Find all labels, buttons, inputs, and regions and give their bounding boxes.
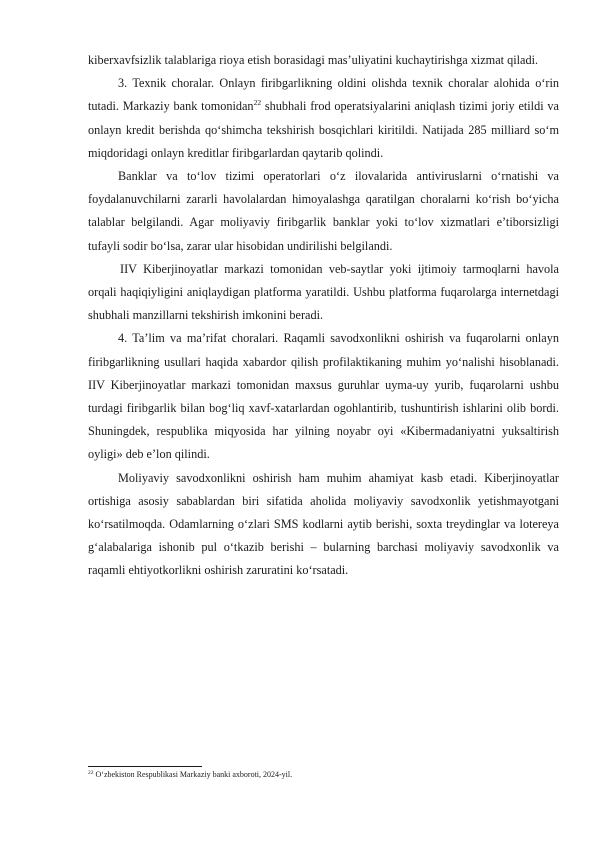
footnote-divider xyxy=(88,766,202,767)
footnote-number: 22 xyxy=(88,770,94,776)
paragraph-continuation: kiberxavfsizlik talablariga rioya etish borasidagi mas’uliyatini kuchaytirishga xizmat qiladi. xyxy=(88,53,539,67)
paragraph-technical-measures xyxy=(88,72,559,165)
paragraph-text-part: shubhali frod operatsiyalarini aniqlash tizimi joriy etildi va onlayn kredit berishda qo‘shimcha tekshirish bosqichlari kiritildi. Natijada 285 milliard so‘m miqdoridagi onlayn kreditlar firibgarlardan qaytarib qolindi. xyxy=(88,99,559,160)
paragraph-iiv-platform: IIV Kiberjinoyatlar markazi tomonidan veb-saytlar yoki ijtimoiy tarmoqlarni havola orqali haqiqiyligini aniqlaydigan platforma yaratildi. Ushbu platforma fuqarolarga internetdagi shubhali manzillarni tekshirish imkonini beradi. xyxy=(88,261,559,323)
paragraph-financial-literacy: Moliyaviy savodxonlikni oshirish ham muhim ahamiyat kasb etadi. Kiberjinoyatlar ortishiga asosiy sabablardan biri sifatida aholida moliyaviy savodxonlik yetishmayotgani ko‘rsatilmoqda. Odamlarning o‘zlari SMS kodlarni aytib berishi, soxta treydinglar va lotereya g‘alabalariga ishonib pul o‘tkazib berishi – bularning barchasi moliyaviy savodxonlik va raqamli ehtiyotkorlikni oshirish zaruratini ko‘rsatadi. xyxy=(88,470,559,578)
paragraph-education-measures: 4. Ta’lim va ma’rifat choralari. Raqamli savodxonlikni oshirish va fuqarolarni onlayn firibgarlikning usullari haqida xabardor qilish profilaktikaning muhim yo‘nalishi hisoblanadi. IIV Kiberjinoyatlar markazi tomonidan maxsus guruhlar uyma-uy yurib, fuqarolarni ushbu turdagi firibgarlik bilan bog‘liq xavf-xatarlardan ogohlantirib, tushuntirish ishlarini olib bordi. Shuningdek, respublika miqyosida har yilning noyabr oyi «Kibermadaniyatni yuksaltirish oyligi» deb e’lon qilindi. xyxy=(88,331,559,462)
footnote xyxy=(88,770,559,780)
paragraph-banks-requirements: Banklar va to‘lov tizimi operatorlari o‘z ilovalarida antiviruslarni o‘rnatishi va foydalanuvchilarni zararli havolalardan himoyalashga qaratilgan choralarni ko‘rish bo‘yicha talablar belgilandi. Agar moliyaviy firibgarlik banklar yoki to‘lov xizmatlari e’tiborsizligi tufayli sodir bo‘lsa, zarar ular hisobidan undirilishi belgilandi. xyxy=(88,169,559,253)
document-body xyxy=(88,49,559,583)
footnote-text: O‘zbekiston Respublikasi Markaziy banki axboroti, 2024-yil. xyxy=(93,770,293,779)
paragraph-text-part: 3. Texnik choralar. Onlayn firibgarlikning oldini olishda texnik choralar alohida o‘rin tutadi. Markaziy bank tomonidan xyxy=(88,76,559,114)
footnote-reference[interactable]: 22 xyxy=(253,98,262,108)
